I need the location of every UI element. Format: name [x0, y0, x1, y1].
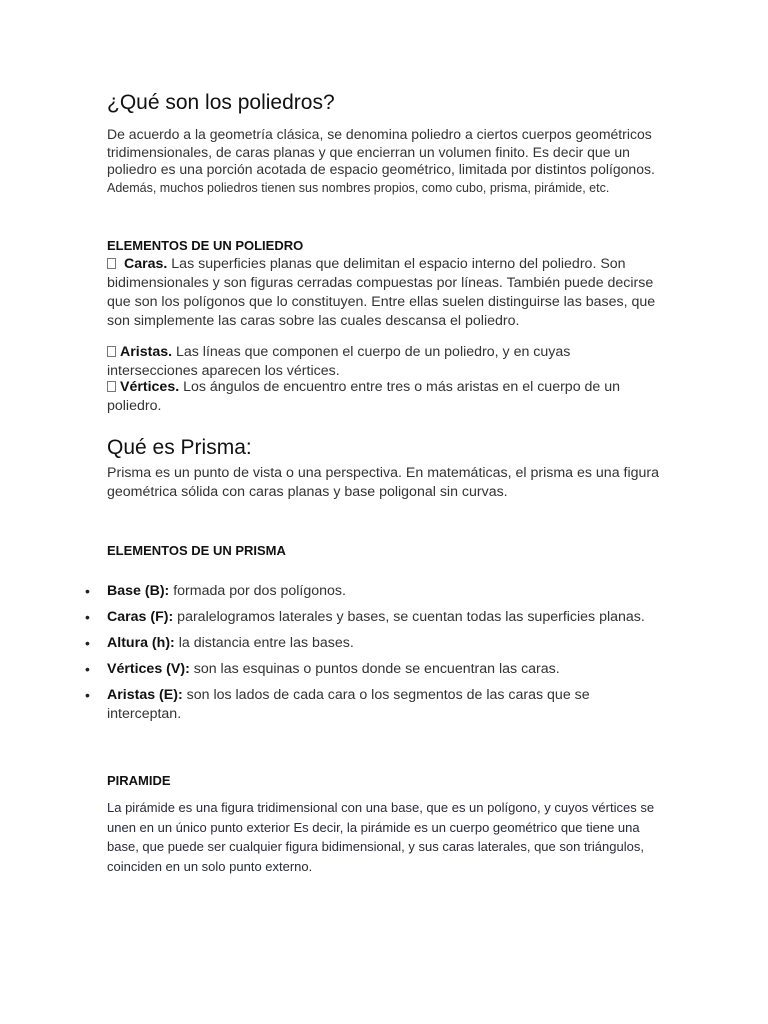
poliedro-elements-title: ELEMENTOS DE UN POLIEDRO [107, 238, 304, 253]
caras-text: Las superficies planas que delimitan el espacio interno del poliedro. Son bidimensionales y son figuras cerradas compuestas por líneas. También puede decirse que son los polígonos que lo constituyen. Entre ellas suelen distinguirse las bases, que son simplemente las caras sobre las cuales descansa el poliedro. [107, 256, 656, 329]
bullet-icon: • [85, 661, 90, 677]
prisma-elements-list [85, 582, 667, 731]
prisma-elements-title: ELEMENTOS DE UN PRISMA [107, 543, 286, 558]
vertices-paragraph [107, 378, 662, 416]
prisma-title: Qué es Prisma: [107, 436, 252, 459]
item-term: Altura (h): [107, 635, 175, 651]
bullet-icon: • [85, 687, 90, 703]
caras-term: Caras. [123, 256, 168, 272]
caras-paragraph [107, 255, 662, 331]
piramide-paragraph: La pirámide es una figura tridimensional con una base, que es un polígono, y cuyos vértices se unen en un único punto exterior Es decir, la pirámide es un cuerpo geométrico que tiene una base, que puede ser cualquier figura bidimensional, y sus caras laterales, que son triángulos, coinciden en un solo punto externo. [107, 800, 655, 874]
list-item [85, 582, 667, 601]
poliedros-title: ¿Qué son los poliedros? [107, 91, 335, 114]
bullet-icon: • [85, 609, 90, 625]
aristas-paragraph [107, 343, 662, 381]
aristas-text: Las líneas que componen el cuerpo de un poliedro, y en cuyas intersecciones aparecen los vértices. [107, 344, 571, 379]
list-item [85, 608, 667, 627]
prisma-intro: Prisma es un punto de vista o una perspectiva. En matemáticas, el prisma es una figura geométrica sólida con caras planas y base poligonal sin curvas. [107, 465, 660, 500]
item-text: paralelogramos laterales y bases, se cuentan todas las superficies planas. [173, 609, 645, 625]
poliedros-intro [107, 126, 667, 197]
bullet-icon: • [85, 635, 90, 651]
item-text: son los lados de cada cara o los segmentos de las caras que se interceptan. [107, 687, 590, 722]
aristas-term: Aristas. [120, 344, 173, 360]
piramide-title: PIRAMIDE [107, 773, 171, 788]
vertices-term: Vértices. [120, 379, 180, 395]
item-text: la distancia entre las bases. [174, 635, 354, 651]
poliedros-intro-main: De acuerdo a la geometría clásica, se denomina poliedro a ciertos cuerpos geométricos tridimensionales, de caras planas y que encierran un volumen finito. Es decir que un poliedro es una porción acotada de espacio geométrico, limitada por distintos polígonos. [107, 126, 655, 177]
poliedros-intro-small: Además, muchos poliedros tienen sus nombres propios, como cubo, prisma, pirámide, etc. [107, 180, 610, 195]
item-text: son las esquinas o puntos donde se encuentran las caras. [189, 661, 560, 677]
vertices-text: Los ángulos de encuentro entre tres o más aristas en el cuerpo de un poliedro. [107, 379, 621, 414]
item-term: Caras (F): [107, 609, 174, 625]
checkbox-glyph-icon [107, 381, 116, 392]
item-text: formada por dos polígonos. [169, 583, 346, 599]
list-item [85, 660, 667, 679]
checkbox-glyph-icon [107, 258, 116, 269]
list-item [85, 634, 667, 653]
item-term: Aristas (E): [107, 687, 183, 703]
item-term: Base (B): [107, 583, 170, 599]
item-term: Vértices (V): [107, 661, 190, 677]
list-item [85, 686, 667, 724]
checkbox-glyph-icon [107, 346, 116, 357]
bullet-icon: • [85, 583, 90, 599]
